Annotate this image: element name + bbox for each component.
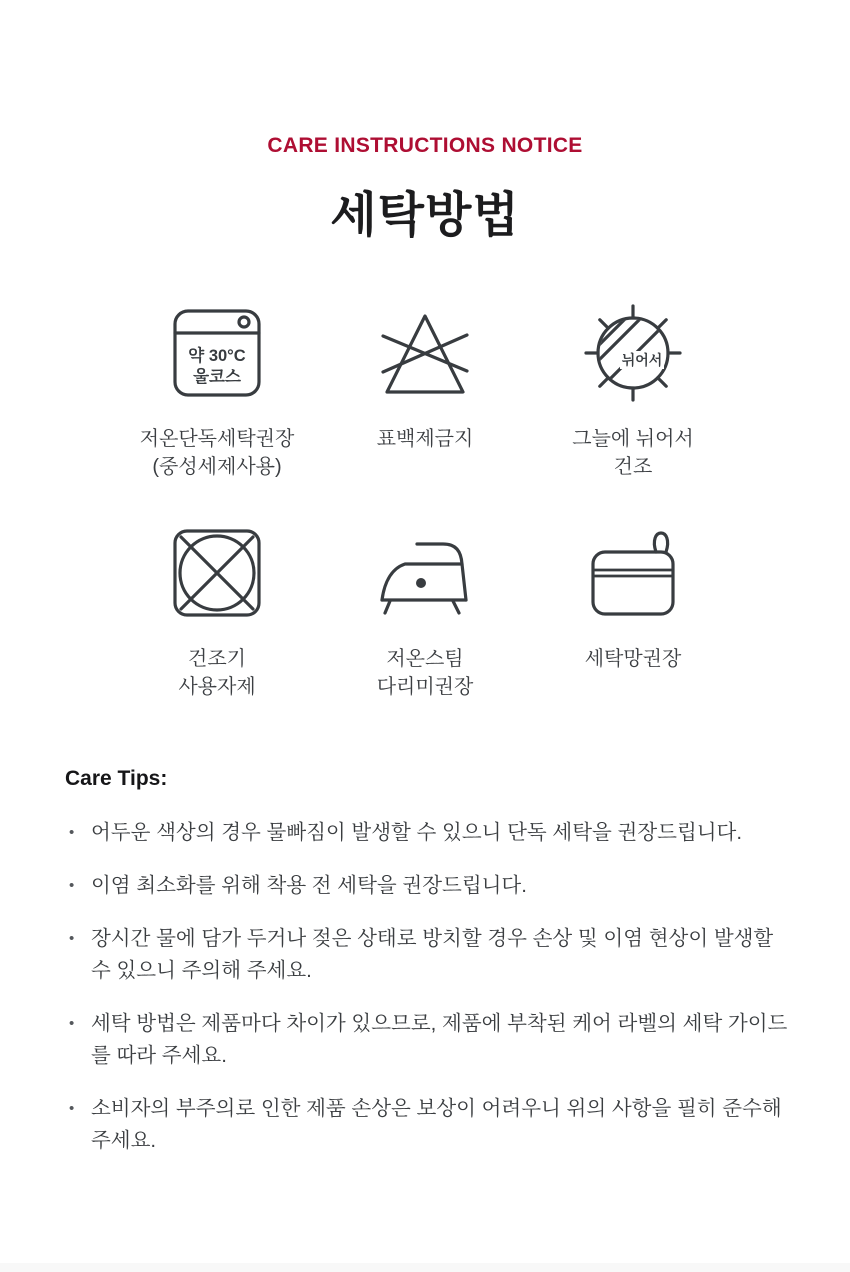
care-symbol-wash-low-temp	[113, 307, 321, 481]
dry-in-shade-icon	[581, 307, 685, 399]
washing-machine-icon-text-line1: 약 30°C	[188, 347, 246, 365]
symbol-label: 건조기 사용자제	[178, 648, 256, 698]
care-tips-section	[65, 767, 793, 1157]
care-symbol-laundry-net	[529, 527, 737, 701]
washing-machine-icon	[165, 307, 269, 399]
bottom-divider	[0, 1263, 850, 1272]
symbol-label: 표백제금지	[376, 428, 474, 450]
care-symbol-no-bleach	[321, 307, 529, 481]
care-symbol-low-steam-iron	[321, 527, 529, 701]
symbol-label: 저온스팀 다리미권장	[376, 648, 474, 698]
care-tip-item: • 장시간 물에 담가 두거나 젖은 상태로 방치할 경우 손상 및 이염 현상이 발생할 수 있으니 주의해 주세요.	[65, 923, 793, 987]
dry-in-shade-icon-text: 뉘어서	[621, 352, 663, 368]
washing-machine-icon-text-line2: 울코스	[193, 368, 241, 386]
care-symbol-no-tumble-dry	[113, 527, 321, 701]
symbol-label: 그늘에 뉘어서 건조	[572, 428, 694, 478]
iron-icon	[373, 527, 477, 619]
no-bleach-icon	[373, 307, 477, 399]
care-tip-item: • 소비자의 부주의로 인한 제품 손상은 보상이 어려우니 위의 사항을 필히 준수해 주세요.	[65, 1093, 793, 1157]
page-title: 세탁방법	[330, 189, 520, 242]
care-tips-list	[65, 817, 793, 1157]
symbol-label: 세탁망권장	[584, 648, 682, 670]
care-symbol-dry-flat-in-shade	[529, 307, 737, 481]
care-tip-item: • 이염 최소화를 위해 착용 전 세탁을 권장드립니다.	[65, 870, 793, 902]
symbol-label: 저온단독세탁권장 (중성세제사용)	[139, 428, 295, 478]
care-tips-heading: Care Tips:	[65, 767, 168, 790]
no-tumble-dry-icon	[165, 527, 269, 619]
care-instructions-eyebrow: CARE INSTRUCTIONS NOTICE	[267, 134, 583, 157]
care-tip-item: • 어두운 색상의 경우 물빠짐이 발생할 수 있으니 단독 세탁을 권장드립니다.	[65, 817, 793, 849]
care-tip-item: • 세탁 방법은 제품마다 차이가 있으므로, 제품에 부착된 케어 라벨의 세탁 가이드를 따라 주세요.	[65, 1008, 793, 1072]
laundry-net-icon	[581, 527, 685, 619]
care-symbol-grid	[113, 307, 737, 701]
